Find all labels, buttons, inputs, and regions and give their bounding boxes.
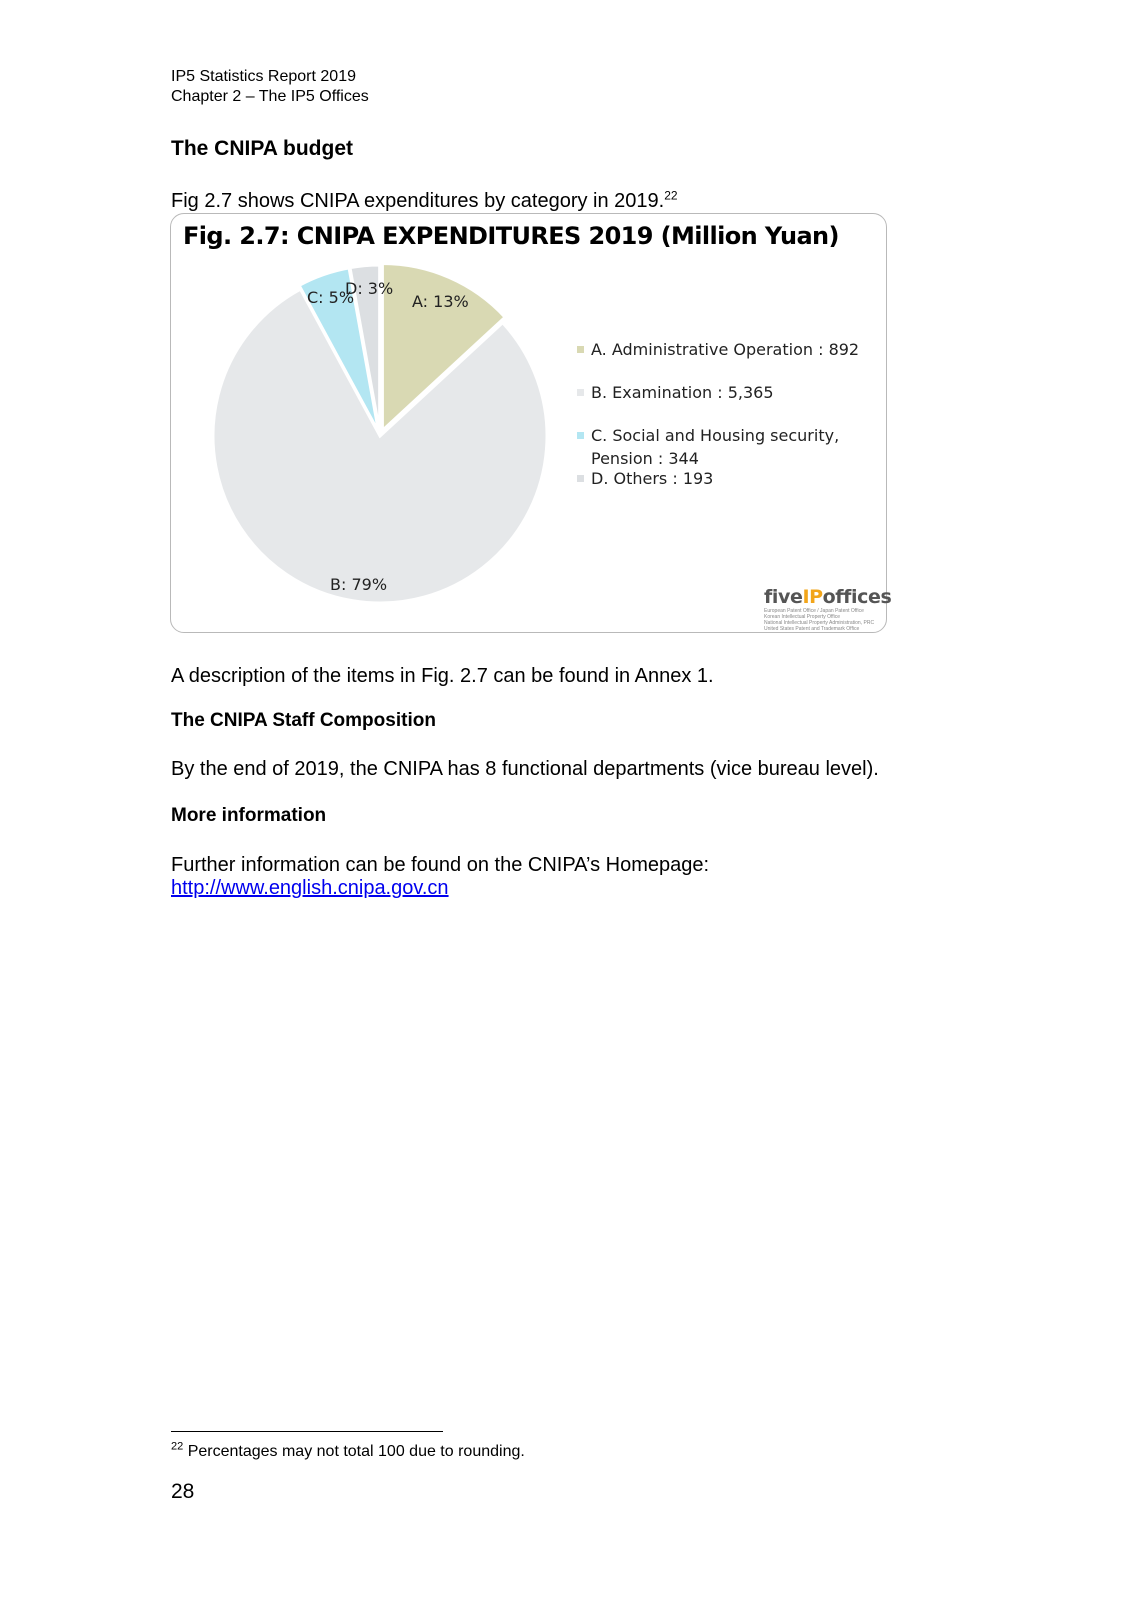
logo-wordmark: fiveIPoffices: [764, 586, 892, 608]
legend-text-d: D. Others : 193: [591, 469, 714, 488]
legend-text-c-line2: Pension : 344: [591, 449, 699, 468]
legend-item-d: [591, 467, 713, 490]
slice-label-c: C: 5%: [307, 288, 355, 307]
legend-item-b: [591, 381, 774, 404]
cnipa-homepage-link[interactable]: http://www.english.cnipa.gov.cn: [171, 877, 449, 899]
footnote-text: Percentages may not total 100 due to rounding.: [183, 1443, 525, 1460]
legend-item-a: [591, 338, 859, 361]
legend-swatch-c: [577, 432, 584, 439]
chart-title: Fig. 2.7: CNIPA EXPENDITURES 2019 (Million Yuan): [183, 222, 839, 250]
footnote: [171, 1440, 525, 1461]
legend-text-b: B. Examination : 5,365: [591, 383, 774, 402]
logo-subline-4: United States Patent and Trademark Office: [764, 626, 860, 632]
legend-text-a: A. Administrative Operation : 892: [591, 340, 860, 359]
legend-swatch-b: [577, 389, 584, 396]
figure-description: A description of the items in Fig. 2.7 can be found in Annex 1.: [171, 665, 714, 687]
slice-label-d: D: 3%: [345, 279, 394, 298]
fiveipoffices-logo: [764, 586, 892, 632]
footnote-ref: 22: [664, 188, 678, 203]
logo-subline-3: National Intellectual Property Administration, PRC: [764, 620, 875, 626]
pie-chart: [170, 213, 892, 633]
running-header-chapter: Chapter 2 – The IP5 Offices: [171, 88, 369, 105]
legend-swatch-a: [577, 346, 584, 353]
section-title-staff: The CNIPA Staff Composition: [171, 710, 436, 731]
intro-paragraph: [171, 189, 678, 213]
intro-text: Fig 2.7 shows CNIPA expenditures by category in 2019.: [171, 190, 665, 212]
running-header-title: IP5 Statistics Report 2019: [171, 68, 356, 85]
section-title-more-info: More information: [171, 805, 327, 826]
slice-label-b: B: 79%: [330, 575, 388, 594]
page-number: 28: [171, 1480, 195, 1503]
staff-paragraph: By the end of 2019, the CNIPA has 8 functional departments (vice bureau level).: [171, 758, 879, 780]
logo-subline-2: Korean Intellectual Property Office: [764, 614, 841, 620]
legend-item-c: [591, 424, 839, 470]
footnote-number: 22: [171, 1440, 184, 1453]
legend-text-c-line1: C. Social and Housing security,: [591, 426, 840, 445]
section-title-budget: The CNIPA budget: [171, 137, 353, 160]
more-info-paragraph: Further information can be found on the CNIPA’s Homepage:: [171, 854, 710, 876]
slice-label-a: A: 13%: [412, 292, 469, 311]
footnote-separator: [171, 1431, 443, 1432]
legend-swatch-d: [577, 475, 584, 482]
logo-subline-1: European Patent Office / Japan Patent Office: [764, 608, 864, 614]
